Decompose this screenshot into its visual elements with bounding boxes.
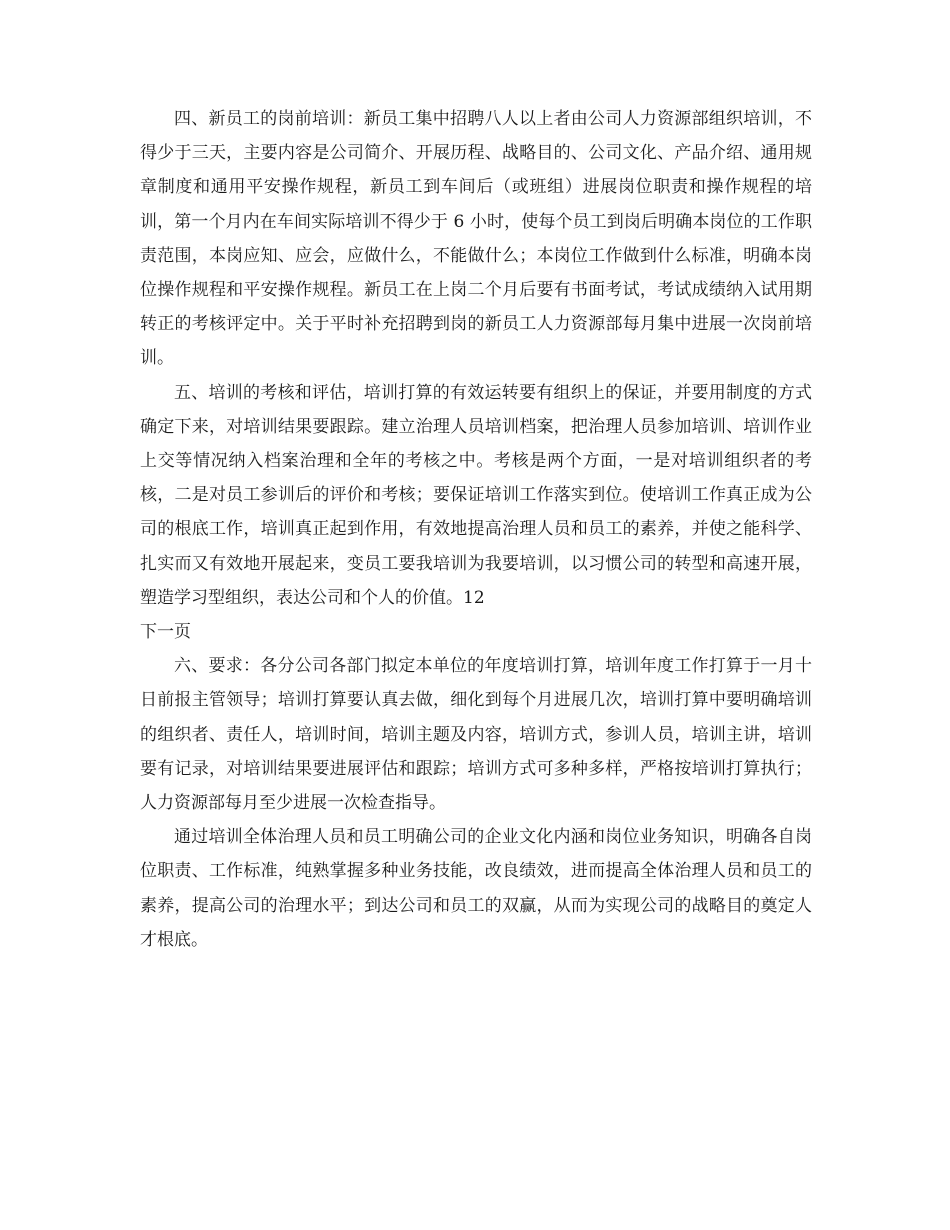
- paragraph-requirements: 六、要求：各分公司各部门拟定本单位的年度培训打算，培训年度工作打算于一月十日前报主管领导；培训打算要认真去做，细化到每个月进展几次，培训打算中要明确培训的组织者、责任人，培训时间，培训主题及内容，培训方式，参训人员，培训主讲，培训要有记录，对培训结果要进展评估和跟踪；培训方式可多种多样，严格按培训打算执行；人力资源部每月至少进展一次检查指导。: [140, 656, 812, 814]
- paragraph-conclusion: 通过培训全体治理人员和员工明确公司的企业文化内涵和岗位业务知识，明确各自岗位职责、工作标准，纯熟掌握多种业务技能，改良绩效，进而提高全体治理人员和员工的素养，提高公司的治理水平；到达公司和员工的双赢，从而为实现公司的战略目的奠定人才根底。: [140, 827, 812, 950]
- next-page-link[interactable]: 下一页: [140, 622, 191, 643]
- paragraph-assessment-evaluation: 五、培训的考核和评估，培训打算的有效运转要有组织上的保证，并要用制度的方式确定下来，对培训结果要跟踪。建立治理人员培训档案，把治理人员参加培训、培训作业上交等情况纳入档案治理和全年的考核之中。考核是两个方面，一是对培训组织者的考核，二是对员工参训后的评价和考核；要保证培训工作落实到位。使培训工作真正成为公司的根底工作，培训真正起到作用，有效地提高治理人员和员工的素养，并使之能科学、扎实而又有效地开展起来，变员工要我培训为我要培训，以习惯公司的转型和高速开展，塑造学习型组织，表达公司和个人的价值。12: [140, 382, 812, 608]
- document-body: [140, 102, 812, 957]
- paragraph-pre-job-training: 四、新员工的岗前培训：新员工集中招聘八人以上者由公司人力资源部组织培训，不得少于三天，主要内容是公司简介、开展历程、战略目的、公司文化、产品介绍、通用规章制度和通用平安操作规程，新员工到车间后（或班组）进展岗位职责和操作规程的培训，第一个月内在车间实际培训不得少于 6 小时，使每个员工到岗后明确本岗位的工作职责范围，本岗应知、应会，应做什么，不能做什么；本岗位工作做到什么标准，明确本岗位操作规程和平安操作规程。新员工在上岗二个月后要有书面考试，考试成绩纳入试用期转正的考核评定中。关于平时补充招聘到岗的新员工人力资源部每月集中进展一次岗前培训。: [140, 109, 812, 369]
